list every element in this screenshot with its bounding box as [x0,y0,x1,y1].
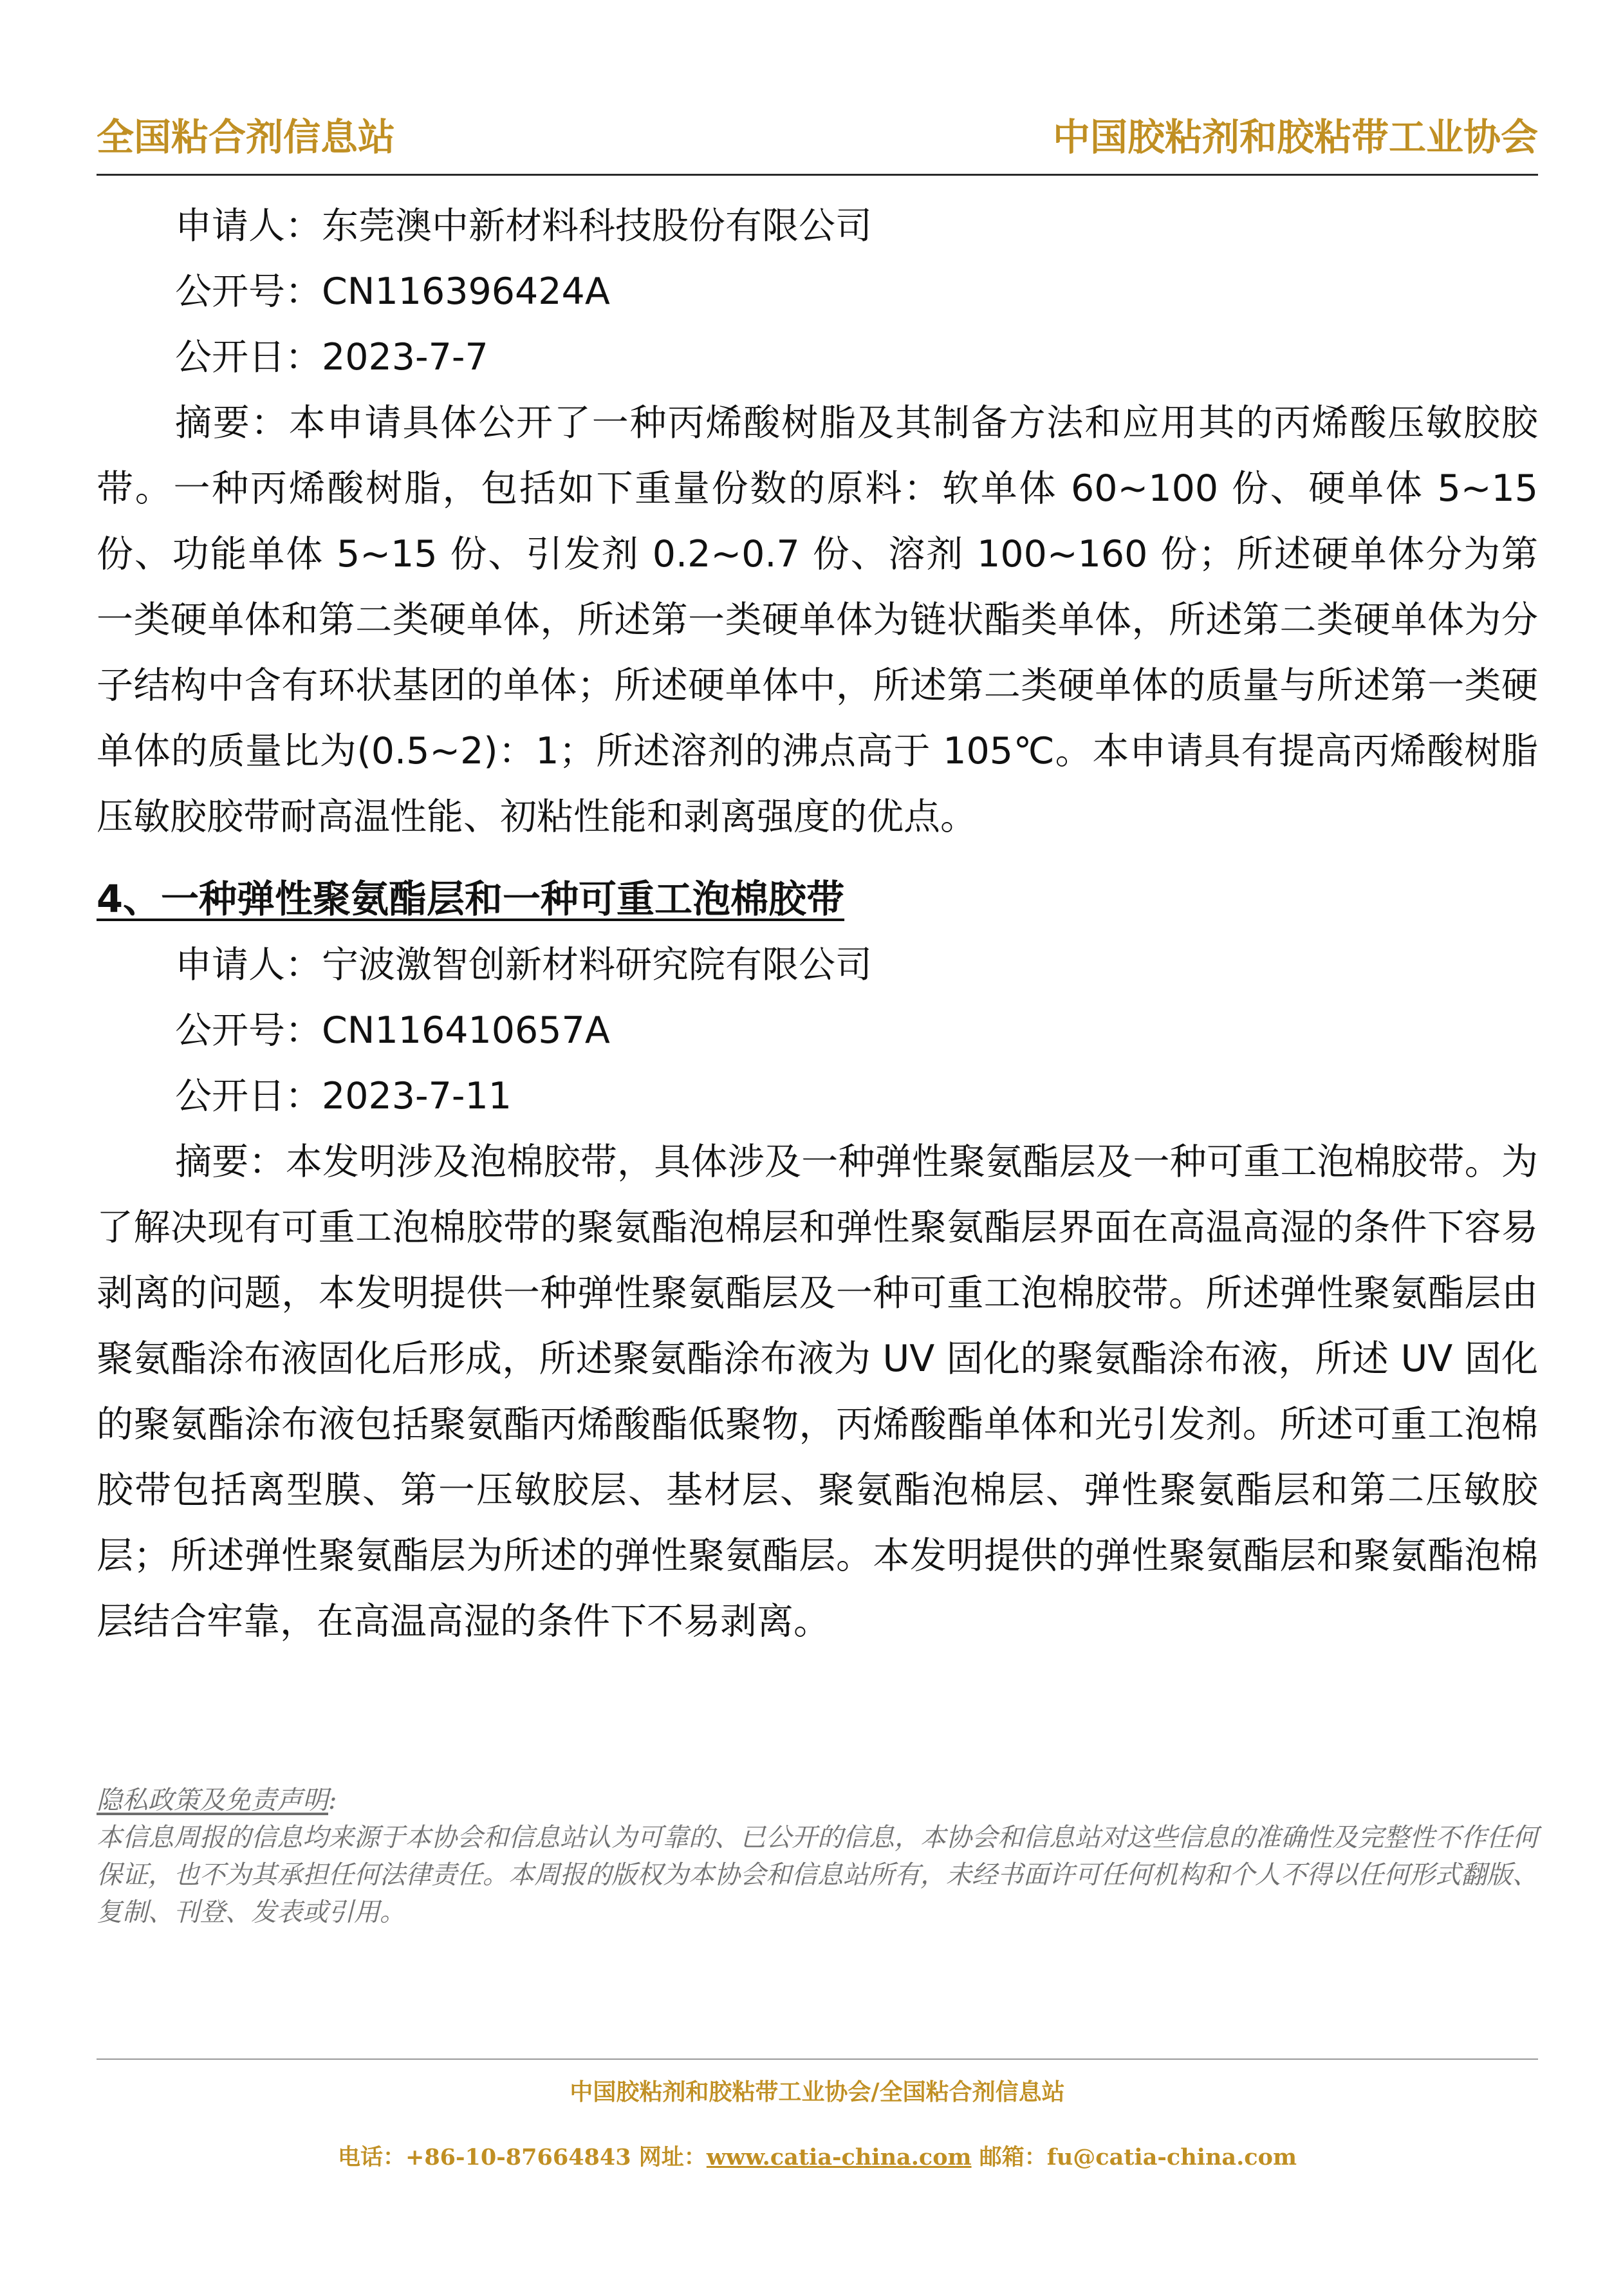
footer-contact [97,2141,1538,2174]
entry3-publication-date: 公开日：2023-7-7 [175,336,488,378]
entry4-title [97,866,1538,932]
main-content [97,193,1538,1654]
footer-email: fu@catia-china.com [1046,2144,1297,2170]
entry4-publication-number: 公开号：CN116410657A [175,1009,610,1052]
disclaimer-colon: : [328,1786,337,1815]
disclaimer-heading [97,1782,1538,1819]
disclaimer [97,1782,1538,1931]
page-footer [97,2058,1538,2174]
entry3-applicant: 申请人：东莞澳中新材料科技股份有限公司 [175,205,872,247]
entry4-applicant: 申请人：宁波激智创新材料研究院有限公司 [175,944,872,986]
footer-phone: 电话：+86-10-87664843 [338,2144,631,2170]
footer-org: 中国胶粘剂和胶粘带工业协会/全国粘合剂信息站 [570,2078,1065,2105]
disclaimer-body: 本信息周报的信息均来源于本协会和信息站认为可靠的、已公开的信息，本协会和信息站对这些信息的准确性及完整性不作任何保证，也不为其承担任何法律责任。本周报的版权为本协会和信息站所有，未经书面许可任何机构和个人不得以任何形式翻版、复制、刊登、发表或引用。 [97,1823,1538,1927]
disclaimer-title: 隐私政策及免责声明 [97,1786,328,1815]
entry4-publication-date: 公开日：2023-7-11 [175,1075,512,1117]
entry3-abstract: 摘要：本申请具体公开了一种丙烯酸树脂及其制备方法和应用其的丙烯酸压敏胶胶带。一种丙烯酸树脂，包括如下重量份数的原料：软单体 60~100 份、硬单体 5~15 份、功能单体 5~15 份、引发剂 0.2~0.7 份、溶剂 100~160 份；所述硬单体分为第一类硬单体和第二类硬单体，所述第一类硬单体为链状酯类单体，所述第二类硬单体为分子结构中含有环状基团的单体；所述硬单体中，所述第二类硬单体的质量与所述第一类硬单体的质量比为(0.5~2)：1；所述溶剂的沸点高于 105℃。本申请具有提高丙烯酸树脂压敏胶胶带耐高温性能、初粘性能和剥离强度的优点。 [97,402,1538,838]
header-left-title: 全国粘合剂信息站 [97,115,396,159]
footer-site-label: 网址： [631,2144,707,2170]
header-right-title: 中国胶粘剂和胶粘带工业协会 [1052,115,1538,159]
entry4-title-text: 4、一种弹性聚氨酯层和一种可重工泡棉胶带 [97,877,845,921]
page-header [97,103,1538,176]
footer-website-link[interactable]: www.catia-china.com [706,2144,972,2170]
entry3-publication-number: 公开号：CN116396424A [175,270,610,313]
entry4-abstract: 摘要：本发明涉及泡棉胶带，具体涉及一种弹性聚氨酯层及一种可重工泡棉胶带。为了解决现有可重工泡棉胶带的聚氨酯泡棉层和弹性聚氨酯层界面在高温高湿的条件下容易剥离的问题，本发明提供一种弹性聚氨酯层及一种可重工泡棉胶带。所述弹性聚氨酯层由聚氨酯涂布液固化后形成，所述聚氨酯涂布液为 UV 固化的聚氨酯涂布液，所述 UV 固化的聚氨酯涂布液包括聚氨酯丙烯酸酯低聚物，丙烯酸酯单体和光引发剂。所述可重工泡棉胶带包括离型膜、第一压敏胶层、基材层、聚氨酯泡棉层、弹性聚氨酯层和第二压敏胶层；所述弹性聚氨酯层为所述的弹性聚氨酯层。本发明提供的弹性聚氨酯层和聚氨酯泡棉层结合牢靠，在高温高湿的条件下不易剥离。 [97,1141,1538,1643]
footer-email-label: 邮箱： [971,2144,1047,2170]
